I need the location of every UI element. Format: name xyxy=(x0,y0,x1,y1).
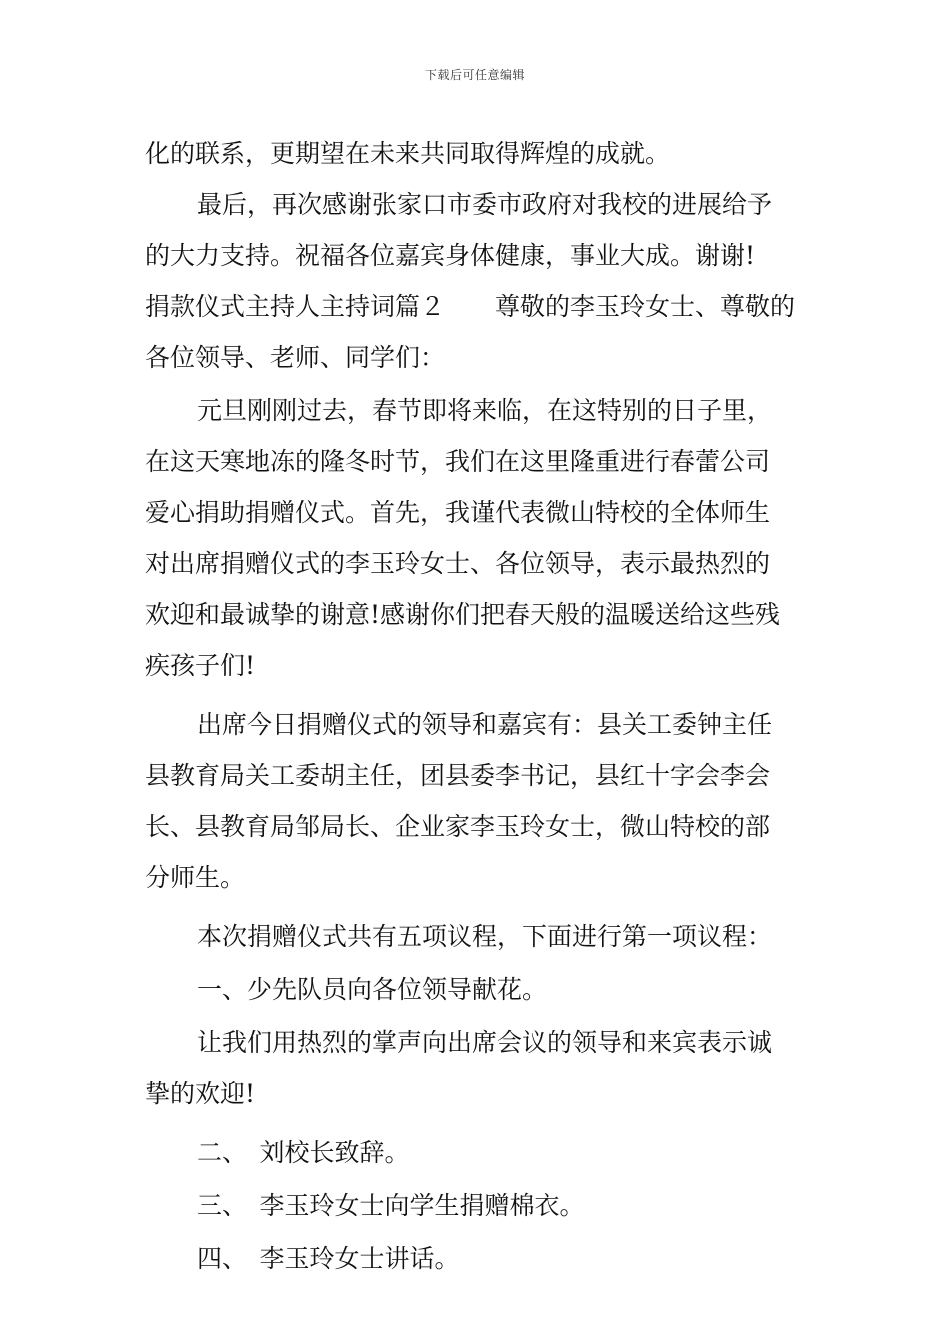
text-line: 对出席捐赠仪式的李玉玲女士、各位领导，表示最热烈的 xyxy=(145,549,771,578)
paragraph-7 xyxy=(145,964,810,1015)
document-body xyxy=(145,128,810,1284)
text-line: 一、少先队员向各位领导献花。 xyxy=(197,975,548,1004)
text-line: 出席今日捐赠仪式的领导和嘉宾有：县关工委钟主任 xyxy=(197,710,773,739)
text-line: 二、 刘校长致辞。 xyxy=(197,1138,410,1167)
paragraph-1 xyxy=(145,128,810,179)
text-line: 长、县教育局邹局长、企业家李玉玲女士，微山特校的部 xyxy=(145,812,771,841)
text-line: 四、 李玉玲女士讲话。 xyxy=(197,1244,460,1273)
text-line: 化的联系，更期望在未来共同取得辉煌的成就。 xyxy=(145,139,671,168)
text-line: 三、 李玉玲女士向学生捐赠棉衣。 xyxy=(197,1191,585,1220)
text-line: 在这天寒地冻的隆冬时节，我们在这里隆重进行春蕾公司 xyxy=(145,447,771,476)
text-line: 疾孩子们! xyxy=(145,651,256,680)
text-line: 分师生。 xyxy=(145,863,246,892)
paragraph-9 xyxy=(145,1127,810,1178)
text-line: 县教育局关工委胡主任，团县委李书记，县红十字会李会 xyxy=(145,761,771,790)
paragraph-5 xyxy=(145,699,810,903)
paragraph-10 xyxy=(145,1180,810,1231)
text-line: 的大力支持。祝福各位嘉宾身体健康，事业大成。谢谢! xyxy=(145,241,756,270)
paragraph-11 xyxy=(145,1233,810,1284)
text-line: 捐款仪式主持人主持词篇２ 尊敬的李玉玲女士、尊敬的 xyxy=(145,292,796,321)
text-line: 挚的欢迎! xyxy=(145,1079,256,1108)
text-line: 爱心捐助捐赠仪式。首先，我谨代表微山特校的全体师生 xyxy=(145,498,771,527)
paragraph-4 xyxy=(145,385,810,691)
paragraph-8 xyxy=(145,1017,810,1119)
text-line: 让我们用热烈的掌声向出席会议的领导和来宾表示诚 xyxy=(197,1028,773,1057)
paragraph-2 xyxy=(145,179,810,281)
paragraph-6 xyxy=(145,911,810,962)
text-line: 本次捐赠仪式共有五项议程，下面进行第一项议程： xyxy=(197,922,773,951)
text-line: 元旦刚刚过去，春节即将来临，在这特别的日子里， xyxy=(197,396,773,425)
page-header: 下载后可任意编辑 xyxy=(424,68,525,82)
text-line: 欢迎和最诚挚的谢意!感谢你们把春天般的温暖送给这些残 xyxy=(145,600,781,629)
paragraph-3 xyxy=(145,281,810,383)
text-line: 最后，再次感谢张家口市委市政府对我校的进展给予 xyxy=(197,190,773,219)
text-line: 各位领导、老师、同学们： xyxy=(145,343,446,372)
